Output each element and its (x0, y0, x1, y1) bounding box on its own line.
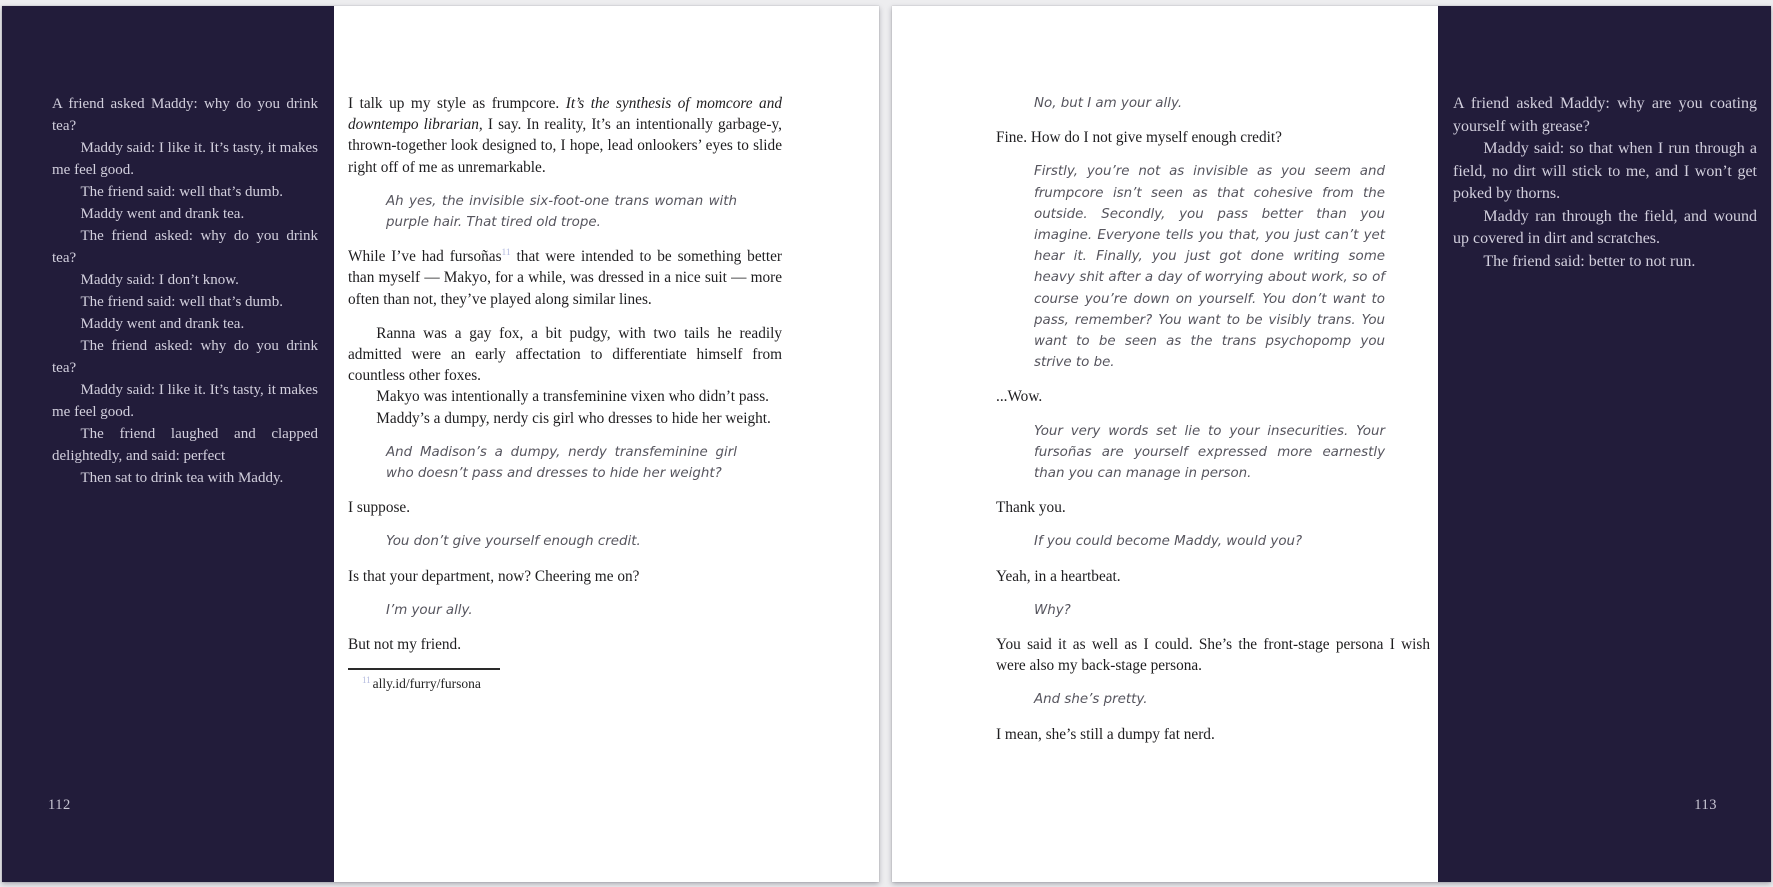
text-run: that were intended to be something better than myself — Makyo, for a while, was dressed in a nice suit — more often than not, they’ve played along similar lines. (348, 248, 782, 308)
body-paragraph (348, 497, 782, 518)
inner-voice-quote (1034, 161, 1385, 373)
text-run: I’m your ally. (386, 602, 473, 618)
sidebar-story-paragraph: The friend said: well that’s dumb. (80, 294, 283, 310)
text-run: Why? (1034, 602, 1071, 618)
text-run: Ah yes, the invisible six-foot-one trans woman with purple hair. That tired old trope. (386, 193, 737, 231)
footnote-rule (348, 668, 500, 670)
inner-voice-quote (1034, 531, 1385, 552)
page-number: 112 (48, 797, 71, 813)
right-text-flow (996, 93, 1430, 745)
sidebar-story-paragraph: A friend asked Maddy: why do you drink tea? (52, 96, 318, 134)
sidebar-story-paragraph: Maddy went and drank tea. (80, 206, 245, 222)
right-page-sidebar (1438, 6, 1771, 882)
sidebar-story-paragraph: A friend asked Maddy: why are you coating yourself with grease? (1453, 95, 1757, 135)
left-page-text-column (348, 93, 782, 693)
sidebar-story-paragraph: The friend asked: why do you drink tea? (52, 228, 318, 266)
sidebar-story-paragraph: The friend said: better to not run. (1483, 252, 1696, 270)
left-text-flow (348, 93, 782, 655)
right-page-text-column (996, 93, 1430, 758)
text-run: Yeah, in a heartbeat. (996, 567, 1121, 585)
footnote-url[interactable]: ally.id/furry/fursona (372, 676, 481, 692)
footnote-marker: 11 (362, 674, 371, 685)
text-run: And she’s pretty. (1034, 692, 1148, 708)
text-run: I say. In reality, It’s an intentionally garbage-y, thrown-together look designed to, I hope, lead onlookers’ eyes to slide right off of me as unremarkable. (348, 116, 782, 176)
body-paragraph (348, 634, 782, 655)
inner-voice-quote (386, 531, 737, 552)
text-run: And Madison’s a dumpy, nerdy transfeminine girl who doesn’t pass and dresses to hide her weight? (386, 444, 737, 482)
body-paragraph (996, 724, 1430, 745)
sidebar-story-paragraph: Maddy said: so that when I run through a field, no dirt will stick to me, and I won’t get poked by thorns. (1453, 140, 1757, 202)
text-run: No, but I am your ally. (1034, 96, 1183, 111)
left-page (2, 6, 879, 882)
footnote (348, 675, 782, 693)
body-paragraph (348, 566, 782, 587)
sidebar-story-paragraph: Maddy ran through the field, and wound up covered in dirt and scratches. (1453, 207, 1757, 247)
text-run: Your very words set lie to your insecurities. Your fursoñas are yourself expressed more earnestly than you can manage in person. (1034, 423, 1385, 482)
text-run: If you could become Maddy, would you? (1034, 534, 1303, 550)
body-paragraph (348, 93, 782, 178)
text-run: Thank you. (996, 499, 1066, 517)
text-run: Is that your department, now? Cheering me on? (348, 567, 640, 585)
text-run: You said it as well as I could. She’s the front-stage persona I wish were also my back-stage persona. (996, 636, 1430, 675)
body-paragraph (348, 386, 782, 407)
body-paragraph (348, 408, 782, 429)
sidebar-story-paragraph: Maddy went and drank tea. (80, 316, 245, 332)
text-run: Ranna was a gay fox, a bit pudgy, with two tails he readily admitted were an early affectation to differentiate himself from countless other foxes. (348, 324, 782, 385)
text-run: Maddy’s a dumpy, nerdy cis girl who dresses to hide her weight. (376, 409, 771, 427)
sidebar-story-tea (52, 93, 318, 489)
sidebar-story-paragraph: Maddy said: I don’t know. (80, 272, 239, 288)
right-page (892, 6, 1771, 882)
body-paragraph (348, 246, 782, 310)
body-paragraph (348, 323, 782, 387)
left-page-sidebar (2, 6, 334, 882)
text-run: You don’t give yourself enough credit. (386, 534, 641, 550)
sidebar-story-grease (1453, 93, 1757, 273)
inner-voice-quote (1034, 421, 1385, 485)
text-run: I talk up my style as frumpcore. (348, 95, 566, 112)
text-run: Firstly, you’re not as invisible as you seem and frumpcore isn’t seen as that cohesive from the outside. Secondly, you pass better than you imagine. Everyone tells you that, you just can’t yet hear it. Finally, you just got done writing some heavy shit after a day of worrying about work, so of course you’re down on yourself. You don’t want to pass, remember? You want to be visibly trans. You want to be seen as the trans psychopomp you strive to be. (1034, 164, 1385, 371)
sidebar-story-paragraph: Maddy said: I like it. It’s tasty, it makes me feel good. (52, 382, 318, 420)
sidebar-story-paragraph: The friend asked: why do you drink tea? (52, 338, 318, 376)
sidebar-story-paragraph: The friend laughed and clapped delightedly, and said: perfect (52, 426, 318, 464)
inner-voice-quote (1034, 93, 1385, 114)
body-paragraph (996, 386, 1430, 407)
inner-voice-quote (1034, 689, 1385, 710)
inner-voice-quote (1034, 600, 1385, 621)
sidebar-story-paragraph: Maddy said: I like it. It’s tasty, it makes me feel good. (52, 140, 318, 178)
text-run: Makyo was intentionally a transfeminine vixen who didn’t pass. (376, 388, 769, 406)
footnote-reference[interactable]: 11 (501, 248, 511, 259)
text-run: But not my friend. (348, 636, 462, 654)
body-paragraph (996, 127, 1430, 148)
sidebar-story-paragraph: The friend said: well that’s dumb. (80, 184, 283, 200)
text-run: While I’ve had fursoñas (348, 248, 502, 266)
body-paragraph (996, 566, 1430, 587)
text-run: I suppose. (348, 499, 411, 517)
text-run: ...Wow. (996, 388, 1043, 406)
inner-voice-quote (386, 442, 737, 484)
body-paragraph (996, 497, 1430, 518)
sidebar-story-paragraph: Then sat to drink tea with Maddy. (80, 470, 284, 486)
text-run: I mean, she’s still a dumpy fat nerd. (996, 725, 1215, 743)
body-paragraph (996, 634, 1430, 676)
inner-voice-quote (386, 600, 737, 621)
inner-voice-quote (386, 191, 737, 233)
inline-italic: It’s the synthesis of momcore and downtempo librarian, (348, 95, 782, 134)
text-run: Fine. How do I not give myself enough credit? (996, 129, 1282, 147)
page-number: 113 (1694, 797, 1717, 813)
